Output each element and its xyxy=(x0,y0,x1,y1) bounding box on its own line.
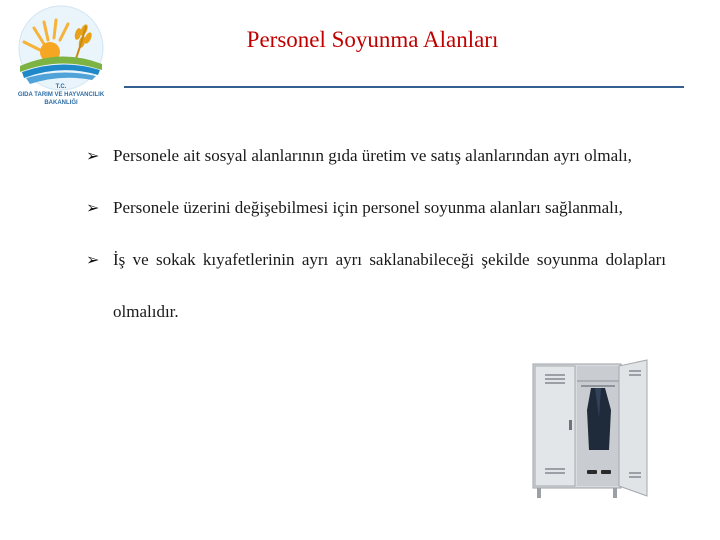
logo-line2: GIDA TARIM VE HAYVANCILIK xyxy=(17,92,105,98)
bullet-item xyxy=(86,182,666,234)
bullet-list xyxy=(86,130,666,338)
logo-line3: BAKANLIĞI xyxy=(44,100,78,106)
ministry-logo xyxy=(4,4,118,116)
arrow-bullet-icon: ➢ xyxy=(86,198,100,217)
arrow-bullet-icon: ➢ xyxy=(86,146,100,165)
bullet-text: Personele üzerini değişebilmesi için personel soyunma alanları sağlanmalı, xyxy=(113,198,623,217)
title-divider xyxy=(124,86,684,88)
bullet-item xyxy=(86,130,666,182)
locker-image xyxy=(525,358,657,504)
page-title: Personel Soyunma Alanları xyxy=(246,27,499,52)
bullet-item xyxy=(86,234,666,338)
bullet-text: İş ve sokak kıyafetlerinin ayrı ayrı saklanabileceği şekilde soyunma dolapları olmalıdır. xyxy=(113,250,666,321)
logo-line1: T.C. xyxy=(55,84,67,90)
arrow-bullet-icon: ➢ xyxy=(86,250,100,269)
bullet-text: Personele ait sosyal alanlarının gıda üretim ve satış alanlarından ayrı olmalı, xyxy=(113,146,632,165)
